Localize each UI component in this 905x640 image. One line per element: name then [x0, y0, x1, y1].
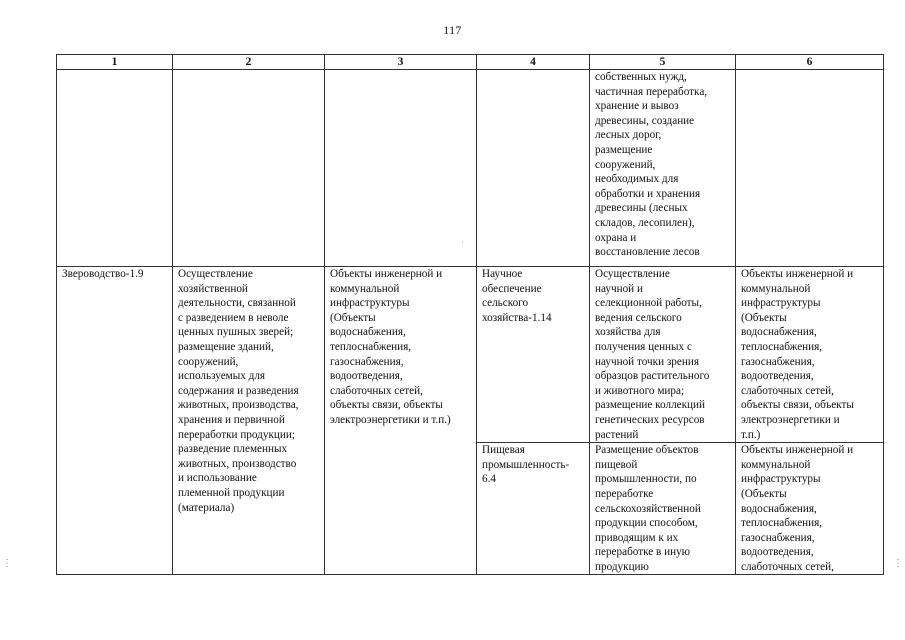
table-row-forestry-continuation	[57, 70, 884, 267]
table-cell-empty	[325, 70, 477, 267]
table-cell-conditional-auxiliary-objects: Объекты инженерной и коммунальной инфраструктуры (Объекты водоснабжения, теплоснабжения, газоснабжения, водоотведения, слаботочных сетей,	[736, 443, 884, 575]
column-header-3: 3	[325, 55, 477, 70]
column-header-5: 5	[590, 55, 736, 70]
scan-edge-mark-right: ⋮	[893, 558, 903, 569]
page-number: 117	[443, 23, 462, 37]
table-cell-empty	[477, 70, 590, 267]
land-use-table	[56, 54, 884, 575]
table-cell-land-use-type: Звероводство-1.9	[57, 267, 173, 575]
table-cell-empty	[736, 70, 884, 267]
table-row-fur-farming	[57, 267, 884, 443]
table-cell-empty	[173, 70, 325, 267]
column-header-2: 2	[173, 55, 325, 70]
table-cell-auxiliary-objects: Объекты инженерной и коммунальной инфраструктуры (Объекты водоснабжения, теплоснабжения, газоснабжения, водоотведения, слаботочных сетей, объекты связи, объекты электроэнергетики и т.п.)	[325, 267, 477, 575]
table-cell-land-use-description: Осуществление хозяйственной деятельности, связанной с разведением в неволе ценных пушных зверей; размещение зданий, сооружений, используемых для содержания и разведения животных, производства, хранения и первичной переработки продукции; разведение племенных животных, производство и использование племенной продукции (материала)	[173, 267, 325, 575]
table-cell-conditional-use-description: Размещение объектов пищевой промышленности, по переработке сельскохозяйственной продукции способом, приводящим к их переработке в иную продукцию	[590, 443, 736, 575]
column-header-1: 1	[57, 55, 173, 70]
table-cell-empty	[57, 70, 173, 267]
column-header-6: 6	[736, 55, 884, 70]
table-cell-forestry-description: собственных нужд, частичная переработка, хранение и вывоз древесины, создание лесных дорог, размещение сооружений, необходимых для обработки и хранения древесины (лесных складов, лесопилен), охрана и восстановление лесов	[590, 70, 736, 267]
table-header-row	[57, 55, 884, 70]
column-header-4: 4	[477, 55, 590, 70]
table-cell-conditional-auxiliary-objects: Объекты инженерной и коммунальной инфраструктуры (Объекты водоснабжения, теплоснабжения, газоснабжения, водоотведения, слаботочных сетей, объекты связи, объекты электроэнергетики и т.п.)	[736, 267, 884, 443]
scan-artifact: ˙	[461, 240, 464, 249]
table-cell-conditional-use-type: Научное обеспечение сельского хозяйства-1.14	[477, 267, 590, 443]
scan-edge-mark-left: ⋮	[2, 558, 12, 569]
table-cell-conditional-use-type: Пищевая промышленность- 6.4	[477, 443, 590, 575]
table-cell-conditional-use-description: Осуществление научной и селекционной работы, ведения сельского хозяйства для получения ценных с научной точки зрения образцов растительного и животного мира; размещение коллекций генетических ресурсов растений	[590, 267, 736, 443]
